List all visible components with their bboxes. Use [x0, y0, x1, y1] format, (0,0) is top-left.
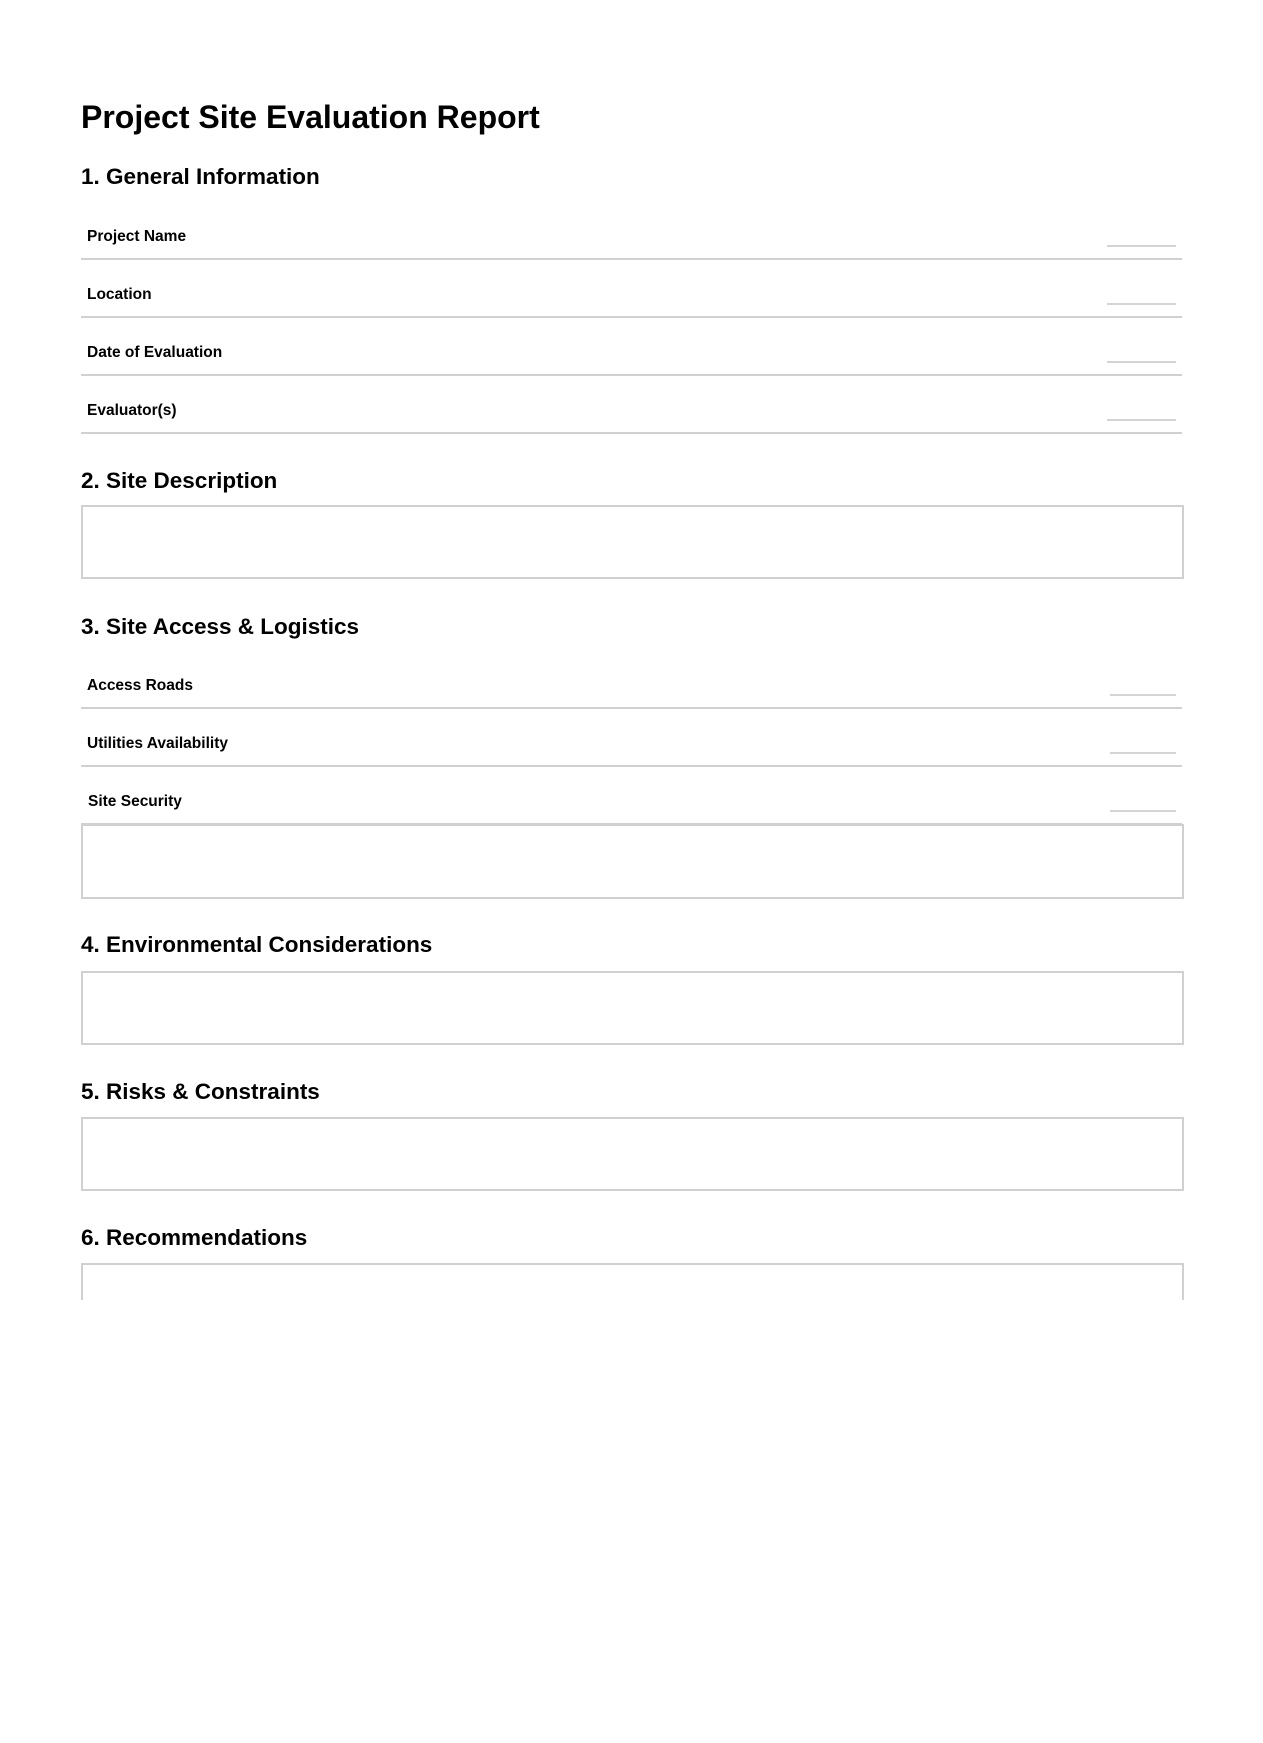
evaluators-input[interactable]	[1107, 419, 1176, 421]
access-roads-input[interactable]	[1110, 694, 1176, 696]
field-row-date-of-evaluation	[81, 319, 1182, 376]
field-label: Project Name	[87, 228, 187, 245]
section-heading-site-description: 2. Site Description	[81, 468, 278, 493]
project-name-input[interactable]	[1107, 245, 1176, 247]
field-row-site-security	[81, 768, 1182, 825]
field-row-evaluators	[81, 377, 1182, 434]
environmental-considerations-textarea[interactable]	[81, 971, 1184, 1045]
section-heading-site-access-logistics: 3. Site Access & Logistics	[81, 614, 360, 639]
field-label: Access Roads	[87, 677, 193, 694]
report-title: Project Site Evaluation Report	[81, 99, 540, 135]
field-row-access-roads	[81, 652, 1182, 709]
field-label: Date of Evaluation	[87, 344, 223, 361]
section-heading-environmental-considerations: 4. Environmental Considerations	[81, 932, 433, 957]
site-description-textarea[interactable]	[81, 505, 1184, 579]
utilities-availability-input[interactable]	[1110, 752, 1176, 754]
risks-constraints-textarea[interactable]	[81, 1117, 1184, 1191]
site-access-notes-textarea[interactable]	[81, 824, 1184, 899]
field-label: Location	[87, 286, 152, 303]
date-of-evaluation-input[interactable]	[1107, 361, 1176, 363]
field-row-utilities-availability	[81, 710, 1182, 767]
field-label: Utilities Availability	[87, 735, 228, 752]
field-row-project-name	[81, 203, 1182, 260]
recommendations-textarea[interactable]	[81, 1263, 1184, 1300]
field-label: Evaluator(s)	[87, 402, 177, 419]
field-label: Site Security	[88, 793, 182, 810]
site-security-input[interactable]	[1110, 810, 1176, 812]
location-input[interactable]	[1107, 303, 1176, 305]
section-heading-risks-constraints: 5. Risks & Constraints	[81, 1079, 320, 1104]
section-heading-general-information: 1. General Information	[81, 164, 320, 189]
section-heading-recommendations: 6. Recommendations	[81, 1225, 308, 1250]
field-row-location	[81, 261, 1182, 318]
